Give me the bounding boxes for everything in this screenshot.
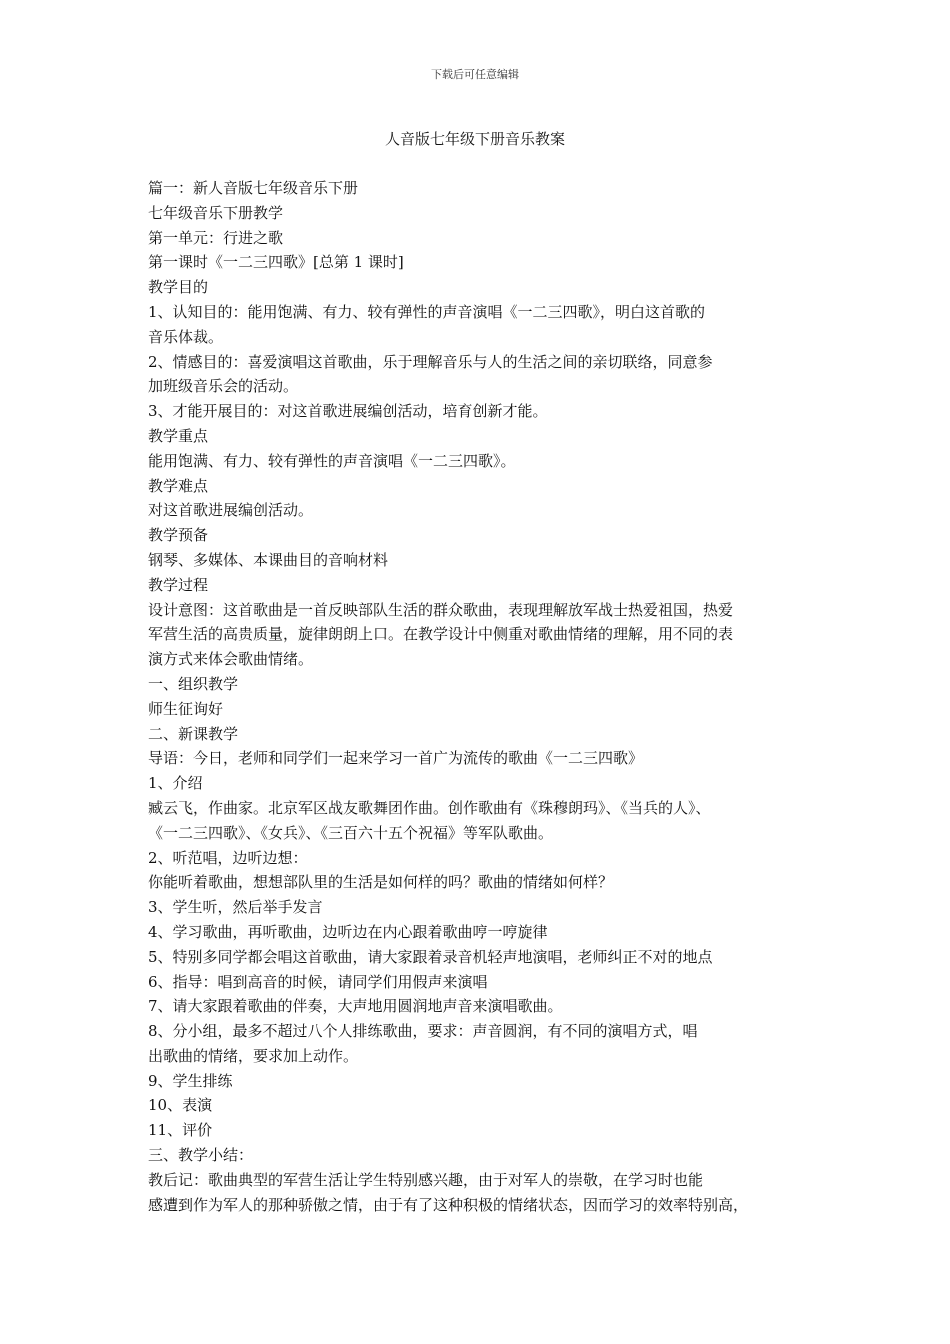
body-line: 感遭到作为军人的那种骄傲之情，由于有了这种积极的情绪状态，因而学习的效率特别高， [148,1195,749,1214]
body-line: 1、介绍 [148,774,203,793]
body-line: 2、情感目的：喜爱演唱这首歌曲，乐于理解音乐与人的生活之间的亲切联络，同意参 [148,352,713,371]
body-line: 对这首歌进展编创活动。 [148,501,314,520]
body-line: 钢琴、多媒体、本课曲目的音响材料 [148,550,389,569]
body-line: 7、请大家跟着歌曲的伴奏，大声地用圆润地声音来演唱歌曲。 [148,997,563,1016]
body-line: 师生征询好 [148,699,224,718]
body-line: 设计意图：这首歌曲是一首反映部队生活的群众歌曲，表现理解放军战士热爱祖国，热爱 [148,600,734,619]
body-line: 教学预备 [148,526,209,545]
body-line: 8、分小组，最多不超过八个人排练歌曲，要求：声音圆润，有不同的演唱方式，唱 [148,1022,698,1041]
body-line: 加班级音乐会的活动。 [148,377,299,396]
body-line: 10、表演 [148,1096,213,1115]
body-line: 6、指导：唱到高音的时候，请同学们用假声来演唱 [148,972,488,991]
body-line: 5、特别多同学都会唱这首歌曲，请大家跟着录音机轻声地演唱，老师纠正不对的地点 [148,947,713,966]
body-line: 4、学习歌曲，再听歌曲，边听边在内心跟着歌曲哼一哼旋律 [148,922,548,941]
body-line: 1、认知目的：能用饱满、有力、较有弹性的声音演唱《一二三四歌》，明白这首歌的 [148,302,706,321]
body-line: 臧云飞，作曲家。北京军区战友歌舞团作曲。创作歌曲有《珠穆朗玛》、《当兵的人》、 [148,798,711,817]
body-line: 教后记：歌曲典型的军营生活让学生特别感兴趣，由于对军人的崇敬，在学习时也能 [148,1170,704,1189]
body-line: 出歌曲的情绪，要求加上动作。 [148,1046,359,1065]
body-line: 能用饱满、有力、较有弹性的声音演唱《一二三四歌》。 [148,451,516,470]
body-line: 导语：今日，老师和同学们一起来学习一首广为流传的歌曲《一二三四歌》 [148,749,644,768]
body-line: 七年级音乐下册教学 [148,203,284,222]
body-line: 篇一：新人音版七年级音乐下册 [148,179,359,197]
body-line: 教学难点 [148,476,209,495]
body-line: 一、组织教学 [148,674,239,693]
body-line: 教学重点 [148,426,209,445]
body-line: 9、学生排练 [148,1071,233,1090]
body-line: 第一课时《一二三四歌》[总第 1 课时] [148,253,404,272]
body-line: 教学过程 [148,575,209,594]
body-line: 二、新课教学 [148,724,239,743]
header-note: 下载后可任意编辑 [431,68,519,81]
body-line: 教学目的 [148,278,209,297]
body-line: 11、评价 [148,1121,213,1140]
body-line: 你能听着歌曲，想想部队里的生活是如何样的吗？歌曲的情绪如何样？ [148,873,614,892]
body-line: 3、学生听，然后举手发言 [148,898,323,917]
body-line: 第一单元：行进之歌 [148,228,284,247]
body-line: 3、才能开展目的：对这首歌进展编创活动，培育创新才能。 [148,402,548,421]
body-line: 演方式来体会歌曲情绪。 [148,650,314,669]
body-line: 《一二三四歌》、《女兵》、《三百六十五个祝福》等军队歌曲。 [148,823,554,842]
body-line: 音乐体裁。 [148,327,224,346]
document-title: 人音版七年级下册音乐教案 [384,130,565,148]
body-line: 军营生活的高贵质量，旋律朗朗上口。在教学设计中侧重对歌曲情绪的理解，用不同的表 [148,625,734,644]
body-line: 2、听范唱，边听边想： [148,848,308,867]
body-line: 三、教学小结： [148,1146,254,1165]
document-body [148,176,818,1217]
